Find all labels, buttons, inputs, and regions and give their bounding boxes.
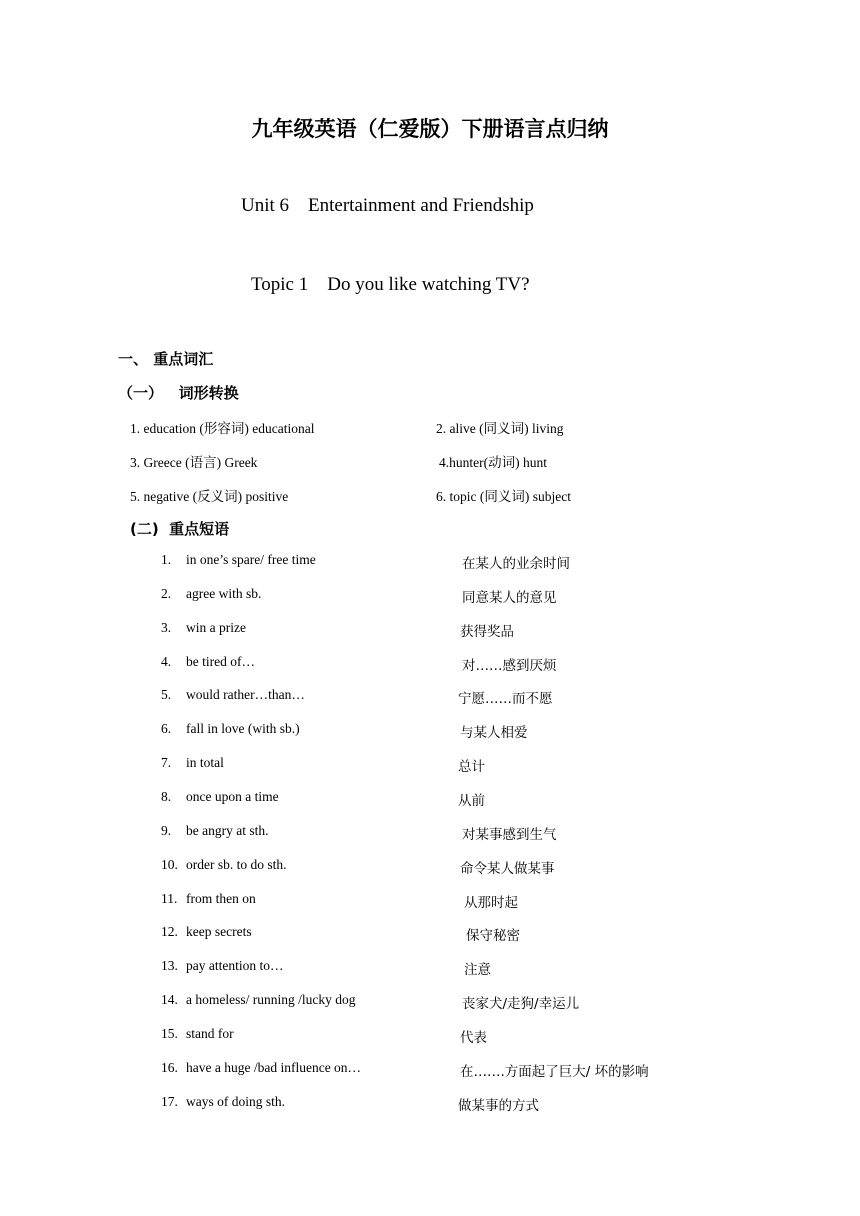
phrase-english: in total — [186, 755, 224, 771]
phrase-number: 3. — [161, 619, 172, 635]
phrase-english: be angry at sth. — [186, 822, 269, 838]
topic-title: Topic 1 Do you like watching TV? — [251, 274, 530, 295]
phrase-english: from then on — [186, 890, 256, 906]
section-heading-key-vocabulary: 一、 重点词汇 — [118, 350, 214, 368]
phrase-chinese: 做某事的方式 — [458, 1097, 539, 1114]
phrase-number: 7. — [161, 755, 172, 771]
phrase-chinese: 同意某人的意见 — [462, 589, 557, 606]
phrase-chinese: 代表 — [460, 1029, 487, 1046]
phrase-chinese: 保守秘密 — [466, 928, 520, 945]
phrase-english: be tired of… — [186, 653, 255, 669]
phrase-chinese: 从那时起 — [464, 894, 518, 911]
phrase-chinese: 总计 — [458, 759, 485, 776]
word-form-item: 4.hunter(动词) hunt — [439, 455, 547, 470]
phrase-english: agree with sb. — [186, 585, 262, 601]
phrase-number: 6. — [161, 721, 172, 737]
phrase-chinese: 在…….方面起了巨大/ 坏的影响 — [460, 1063, 649, 1080]
phrase-english: in one’s spare/ free time — [186, 552, 316, 567]
document-title: 九年级英语（仁爱版）下册语言点归纳 — [251, 117, 609, 141]
phrase-chinese: 对某事感到生气 — [462, 826, 557, 843]
phrase-number: 14. — [161, 992, 178, 1008]
phrase-number: 10. — [161, 856, 178, 872]
phrase-chinese: 宁愿……而不愿 — [458, 691, 553, 708]
word-form-item: 2. alive (同义词) living — [436, 421, 564, 436]
phrase-chinese: 获得奖品 — [460, 623, 514, 640]
phrase-english: would rather…than… — [186, 687, 305, 703]
phrase-english: stand for — [186, 1025, 234, 1041]
phrase-chinese: 在某人的业余时间 — [462, 556, 570, 572]
phrase-number: 11. — [161, 890, 178, 906]
phrase-english: fall in love (with sb.) — [186, 721, 300, 737]
word-form-item: 5. negative (反义词) positive — [130, 489, 289, 504]
word-form-item: 3. Greece (语言) Greek — [130, 455, 258, 470]
phrase-number: 15. — [161, 1025, 178, 1041]
phrase-number: 2. — [161, 585, 172, 601]
phrase-english: win a prize — [186, 619, 246, 635]
phrase-number: 8. — [161, 788, 172, 804]
phrase-chinese: 命令某人做某事 — [460, 860, 555, 877]
subsection-heading-key-phrases: (二) 重点短语 — [130, 520, 230, 538]
phrase-chinese: 注意 — [464, 962, 491, 979]
phrase-chinese: 丧家犬/走狗/幸运儿 — [462, 996, 580, 1013]
word-form-item: 6. topic (同义词) subject — [436, 489, 571, 504]
phrase-number: 13. — [161, 958, 178, 974]
phrase-number: 1. — [161, 552, 172, 567]
phrase-chinese: 与某人相爱 — [460, 725, 528, 742]
unit-title: Unit 6 Entertainment and Friendship — [241, 195, 534, 216]
phrase-english: a homeless/ running /lucky dog — [186, 992, 356, 1008]
word-form-item: 1. education (形容词) educational — [130, 421, 315, 436]
phrase-number: 4. — [161, 653, 172, 669]
phrase-english: ways of doing sth. — [186, 1093, 285, 1109]
phrase-chinese: 从前 — [458, 792, 485, 809]
phrase-english: once upon a time — [186, 788, 279, 804]
phrase-english: have a huge /bad influence on… — [186, 1059, 362, 1075]
phrase-number: 9. — [161, 822, 172, 838]
phrase-english: pay attention to… — [186, 958, 284, 974]
phrase-number: 12. — [161, 924, 178, 940]
phrase-english: keep secrets — [186, 924, 252, 940]
phrase-number: 17. — [161, 1093, 178, 1109]
subsection-heading-word-forms: （一） 词形转换 — [118, 384, 239, 402]
phrase-english: order sb. to do sth. — [186, 856, 287, 872]
phrase-number: 16. — [161, 1059, 178, 1075]
phrase-number: 5. — [161, 687, 172, 703]
phrase-chinese: 对……感到厌烦 — [462, 657, 557, 674]
